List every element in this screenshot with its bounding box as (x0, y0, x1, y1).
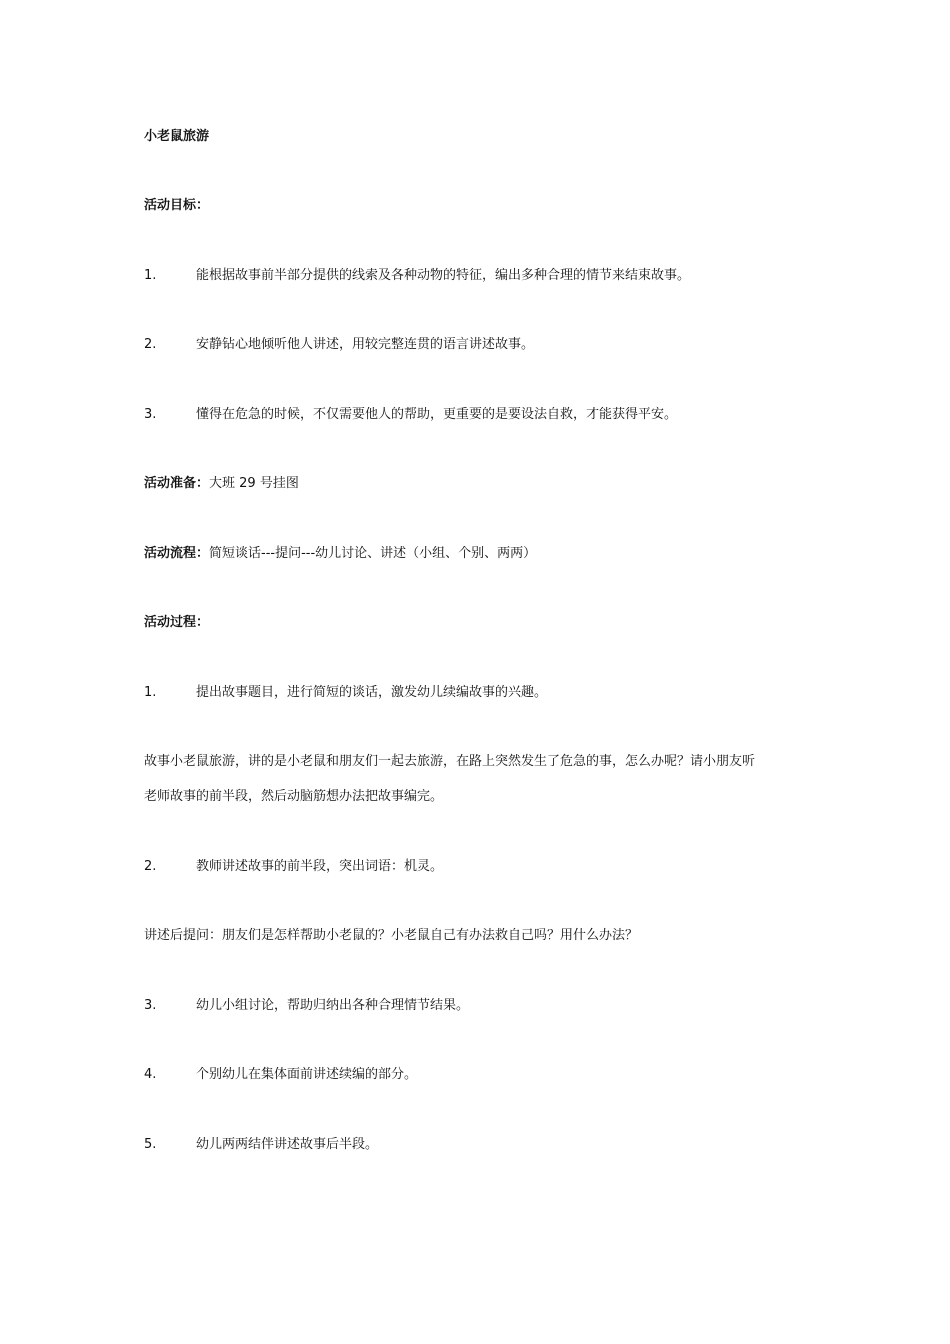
goal-item (144, 267, 690, 285)
step-number: 5. (144, 1137, 157, 1152)
step-number: 4. (144, 1067, 157, 1082)
process-step (144, 684, 547, 702)
goal-item (144, 406, 677, 424)
process-heading: 活动过程： (144, 615, 210, 630)
process-step (144, 858, 443, 876)
goals-heading: 活动目标： (144, 198, 210, 213)
goal-number: 3. (144, 407, 157, 422)
question-paragraph: 讲述后提问：朋友们是怎样帮助小老鼠的？小老鼠自己有办法救自己吗？用什么办法？ (144, 928, 639, 943)
flow-label: 活动流程： (144, 546, 210, 561)
process-step (144, 1136, 378, 1154)
goal-item (144, 336, 534, 354)
process-step (144, 1066, 417, 1084)
goal-number: 1. (144, 268, 157, 283)
step-text: 幼儿小组讨论，帮助归纳出各种合理情节结果。 (196, 998, 470, 1013)
step-text: 个别幼儿在集体面前讲述续编的部分。 (196, 1067, 418, 1082)
goal-text: 安静钻心地倾听他人讲述，用较完整连贯的语言讲述故事。 (196, 337, 535, 352)
flow-text: 简短谈话---提问---幼儿讨论、讲述（小组、个别、两两） (209, 546, 537, 561)
story-intro-line-1: 故事小老鼠旅游，讲的是小老鼠和朋友们一起去旅游，在路上突然发生了危急的事，怎么办呢？请小朋友听 (144, 754, 756, 769)
preparation-text: 大班 29 号挂图 (209, 476, 299, 491)
goal-number: 2. (144, 337, 157, 352)
step-text: 教师讲述故事的前半段，突出词语：机灵。 (196, 859, 444, 874)
step-number: 3. (144, 998, 157, 1013)
preparation-label: 活动准备： (144, 476, 210, 491)
goal-text: 懂得在危急的时候，不仅需要他人的帮助，更重要的是要设法自救，才能获得平安。 (196, 407, 678, 422)
goal-text: 能根据故事前半部分提供的线索及各种动物的特征，编出多种合理的情节来结束故事。 (196, 268, 691, 283)
story-intro-line-2: 老师故事的前半段，然后动脑筋想办法把故事编完。 (144, 789, 444, 804)
process-step (144, 997, 469, 1015)
preparation-line (144, 475, 299, 493)
flow-line (144, 545, 536, 563)
step-number: 1. (144, 685, 157, 700)
step-text: 幼儿两两结伴讲述故事后半段。 (196, 1137, 379, 1152)
step-text: 提出故事题目，进行简短的谈话，激发幼儿续编故事的兴趣。 (196, 685, 548, 700)
step-number: 2. (144, 859, 157, 874)
document-title: 小老鼠旅游 (144, 129, 210, 144)
